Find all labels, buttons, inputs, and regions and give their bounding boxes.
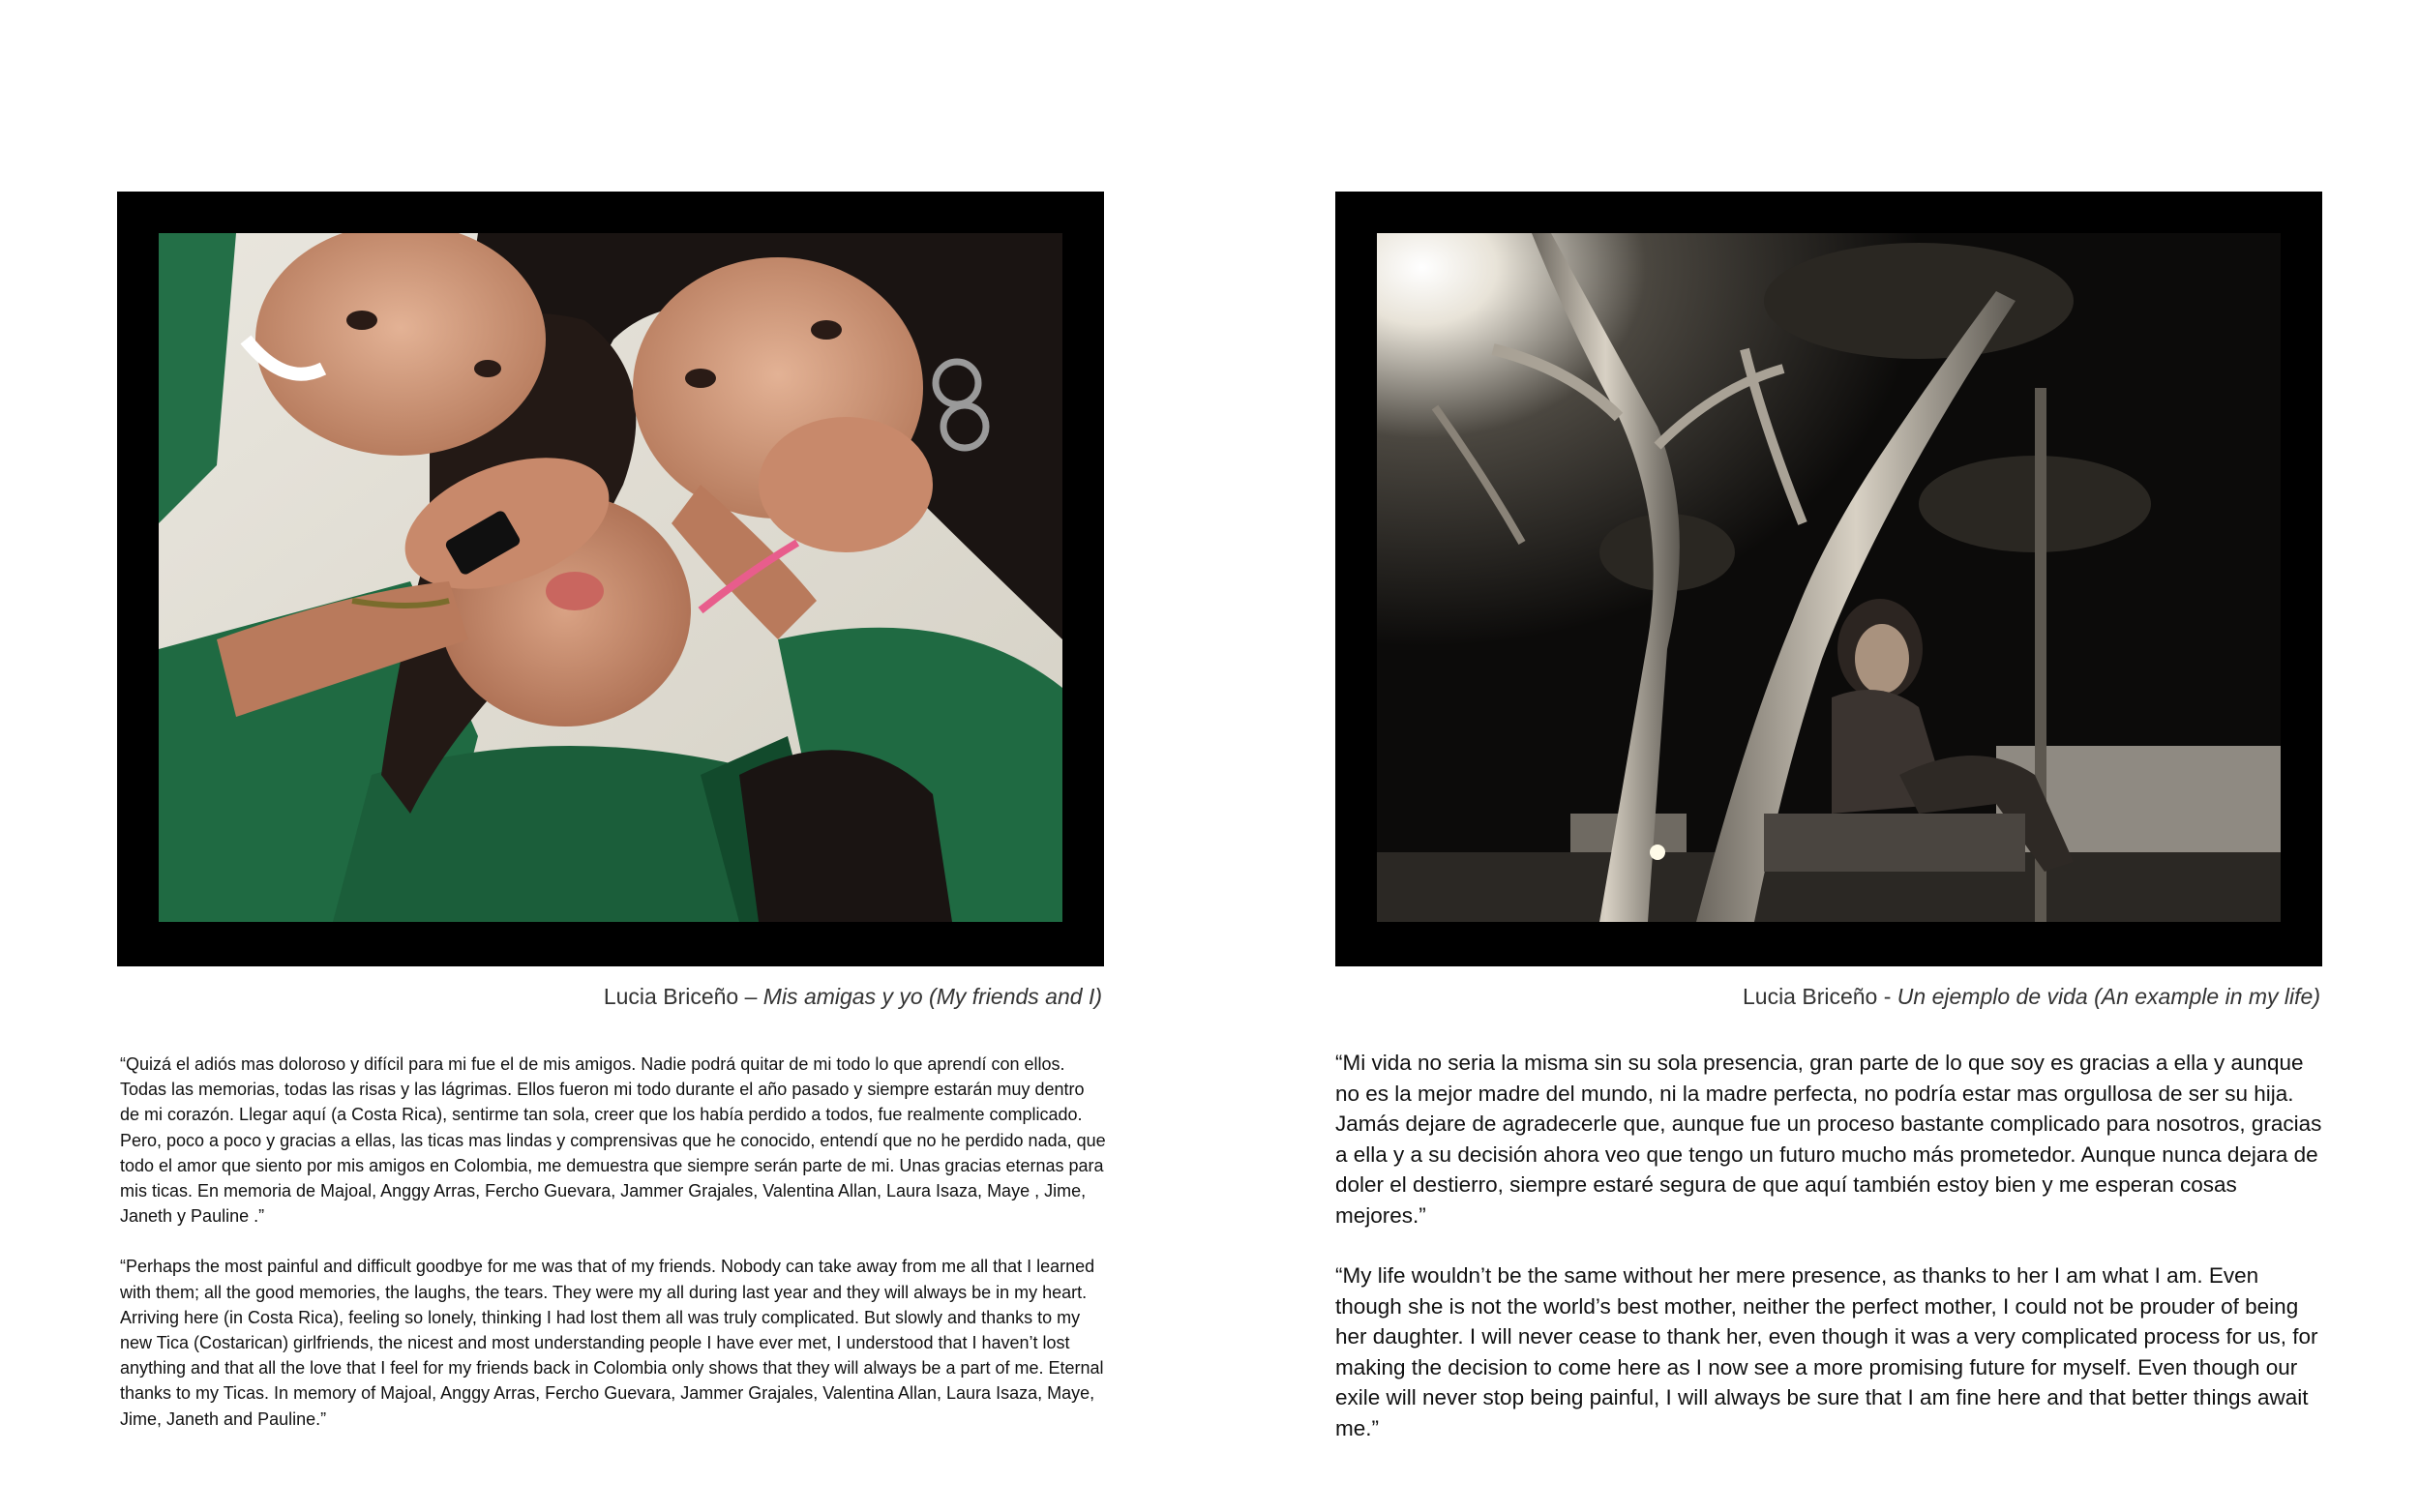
right-caption-title: Un ejemplo de vida (An example in my life) <box>1896 984 2320 1009</box>
left-caption-author: Lucia Briceño – <box>603 984 763 1009</box>
right-paragraph-english: “My life wouldn’t be the same without her mere presence, as thanks to her I am what I am. Even though she is not the world’s best mother, neither the perfect mother, I could not be prouder of being her daughter. I will never cease to thank her, even though it was a very complicated process for us, for making the decision to come here as I now see a more promising future for myself. Even though our exile will never stop being painful, I will always be sure that I am fine here and that better things await me.” <box>1335 1263 2318 1440</box>
right-caption-author: Lucia Briceño - <box>1742 984 1897 1009</box>
right-text-block <box>1335 1048 2322 1443</box>
right-photo-frame <box>1335 192 2322 966</box>
right-photo-caption <box>1743 982 2320 1011</box>
left-paragraph-english: “Perhaps the most painful and difficult goodbye for me was that of my friends. Nobody can take away from me all that I learned with them; all the good memories, the laughs, the tears. They were my all during last year and they will always be in my heart. Arriving here (in Costa Rica), feeling so lonely, thinking I had lost them all was truly complicated. But slowly and thanks to my new Tica (Costarican) girlfriends, the nicest and most understanding people I have ever met, I understood that I haven’t lost anything and that all the love that I feel for my friends back in Colombia only shows that they will always be a part of me. Eternal thanks to my Ticas. In memory of Majoal, Anggy Arras, Fercho Guevara, Jammer Grajales, Valentina Allan, Laura Isaza, Maye, Jime, Janeth and Pauline.” <box>120 1257 1104 1429</box>
left-photo-frame <box>117 192 1104 966</box>
right-photo <box>1377 233 2281 922</box>
left-photo-caption <box>604 982 1102 1011</box>
left-photo <box>159 233 1062 922</box>
right-paragraph-spanish: “Mi vida no seria la misma sin su sola presencia, gran parte de lo que soy es gracias a ella y aunque no es la mejor madre del mundo, ni la madre perfecta, no podría estar mas orgullosa de ser su hija. Jamás dejare de agradecerle que, aunque fue un proceso bastante complicado para nosotros, gracias a ella y a su decisión ahora veo que tengo un futuro mucho más prometedor. Aunque nunca dejara de doler el destierro, siempre estaré segura de que aquí también estoy bien y me esperan cosas mejores.” <box>1335 1051 2322 1228</box>
left-text-block <box>120 1052 1107 1432</box>
friends-photo-illustration <box>159 233 1062 922</box>
woman-at-night-photo-illustration <box>1377 233 2281 922</box>
left-caption-title: Mis amigas y yo (My friends and I) <box>762 984 1102 1009</box>
left-paragraph-spanish: “Quizá el adiós mas doloroso y difícil para mi fue el de mis amigos. Nadie podrá quitar de mi todo lo que aprendí con ellos. Todas las memorias, todas las risas y las lágrimas. Ellos fueron mi todo durante el año pasado y siempre estarán muy dentro de mi corazón. Llegar aquí (a Costa Rica), sentirme tan sola, creer que los había perdido a todos, fue realmente complicado. Pero, poco a poco y gracias a ellas, las ticas mas lindas y comprensivas que he conocido, entendí que no he perdido nada, que todo el amor que siento por mis amigos en Colombia, me demuestra que siempre serán parte de mi. Unas gracias eternas para mis ticas. En memoria de Majoal, Anggy Arras, Fercho Guevara, Jammer Grajales, Valentina Allan, Laura Isaza, Maye , Jime, Janeth y Pauline .” <box>120 1054 1106 1227</box>
